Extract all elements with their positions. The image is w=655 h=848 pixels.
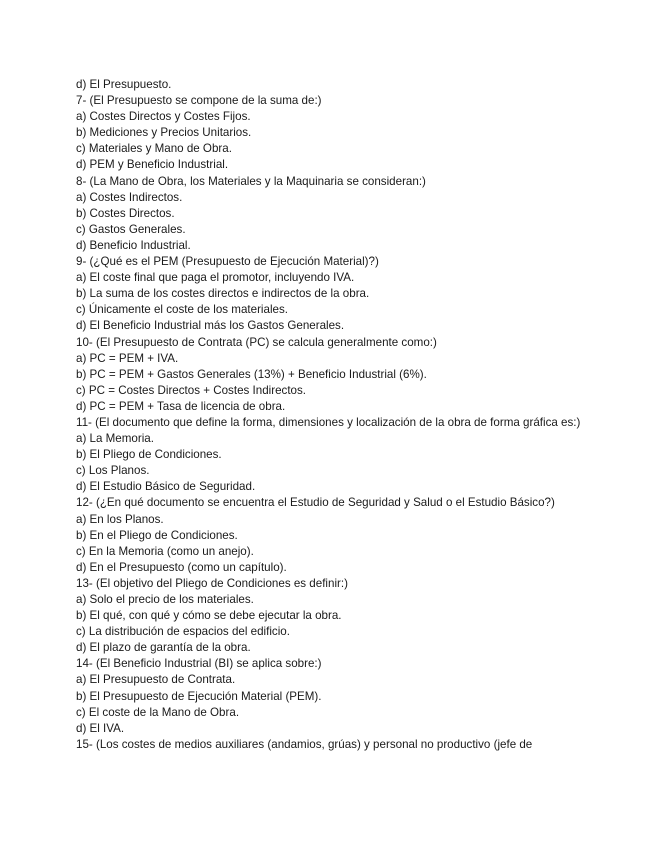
answer-line: b) El qué, con qué y cómo se debe ejecutar la obra. xyxy=(76,609,342,623)
answer-line: a) Costes Directos y Costes Fijos. xyxy=(76,110,251,124)
answer-line: c) Gastos Generales. xyxy=(76,222,186,236)
question-line: 8- (La Mano de Obra, los Materiales y la Maquinaria se consideran:) xyxy=(76,174,426,188)
question-line: 12- (¿En qué documento se encuentra el Estudio de Seguridad y Salud o el Estudio Básico?) xyxy=(76,496,555,510)
answer-line: b) La suma de los costes directos e indirectos de la obra. xyxy=(76,287,370,301)
answer-line: d) PC = PEM + Tasa de licencia de obra. xyxy=(76,399,286,413)
answer-line: b) PC = PEM + Gastos Generales (13%) + Beneficio Industrial (6%). xyxy=(76,367,427,381)
answer-line: b) El Presupuesto de Ejecución Material (PEM). xyxy=(76,689,322,703)
answer-line: b) Costes Directos. xyxy=(76,206,175,220)
answer-line: d) El Estudio Básico de Seguridad. xyxy=(76,480,256,494)
answer-line: d) El plazo de garantía de la obra. xyxy=(76,641,251,655)
question-line: 10- (El Presupuesto de Contrata (PC) se calcula generalmente como:) xyxy=(76,335,437,349)
answer-line: c) Los Planos. xyxy=(76,464,150,478)
answer-line: b) El Pliego de Condiciones. xyxy=(76,448,222,462)
answer-line: c) Únicamente el coste de los materiales. xyxy=(76,303,288,317)
question-line: 11- (El documento que define la forma, dimensiones y localización de la obra de forma gráfica es:) xyxy=(76,415,581,429)
answer-line: d) En el Presupuesto (como un capítulo). xyxy=(76,560,287,574)
answer-line: a) La Memoria. xyxy=(76,432,154,446)
answer-line: a) El Presupuesto de Contrata. xyxy=(76,673,236,687)
question-line: 15- (Los costes de medios auxiliares (andamios, grúas) y personal no productivo (jefe de xyxy=(76,737,533,751)
answer-line: c) En la Memoria (como un anejo). xyxy=(76,544,254,558)
answer-line: d) El Beneficio Industrial más los Gastos Generales. xyxy=(76,319,345,333)
answer-line: c) PC = Costes Directos + Costes Indirectos. xyxy=(76,383,307,397)
question-line: 14- (El Beneficio Industrial (BI) se aplica sobre:) xyxy=(76,657,322,671)
question-line: 7- (El Presupuesto se compone de la suma de:) xyxy=(76,94,322,108)
answer-line: d) El IVA. xyxy=(76,721,125,735)
answer-line: a) Costes Indirectos. xyxy=(76,190,183,204)
answer-line: c) El coste de la Mano de Obra. xyxy=(76,705,240,719)
answer-line: c) Materiales y Mano de Obra. xyxy=(76,142,232,156)
answer-line: b) En el Pliego de Condiciones. xyxy=(76,528,238,542)
answer-line: a) En los Planos. xyxy=(76,512,164,526)
answer-line: b) Mediciones y Precios Unitarios. xyxy=(76,126,252,140)
document-page-text xyxy=(76,77,586,753)
answer-line: a) Solo el precio de los materiales. xyxy=(76,593,254,606)
answer-line: d) El Presupuesto. xyxy=(76,78,172,91)
answer-line: a) PC = PEM + IVA. xyxy=(76,351,179,365)
question-line: 9- (¿Qué es el PEM (Presupuesto de Ejecución Material)?) xyxy=(76,255,379,269)
answer-line: c) La distribución de espacios del edificio. xyxy=(76,625,290,639)
answer-line: d) Beneficio Industrial. xyxy=(76,238,191,252)
answer-line: a) El coste final que paga el promotor, incluyendo IVA. xyxy=(76,271,355,285)
question-line: 13- (El objetivo del Pliego de Condiciones es definir:) xyxy=(76,576,348,590)
answer-line: d) PEM y Beneficio Industrial. xyxy=(76,158,229,172)
